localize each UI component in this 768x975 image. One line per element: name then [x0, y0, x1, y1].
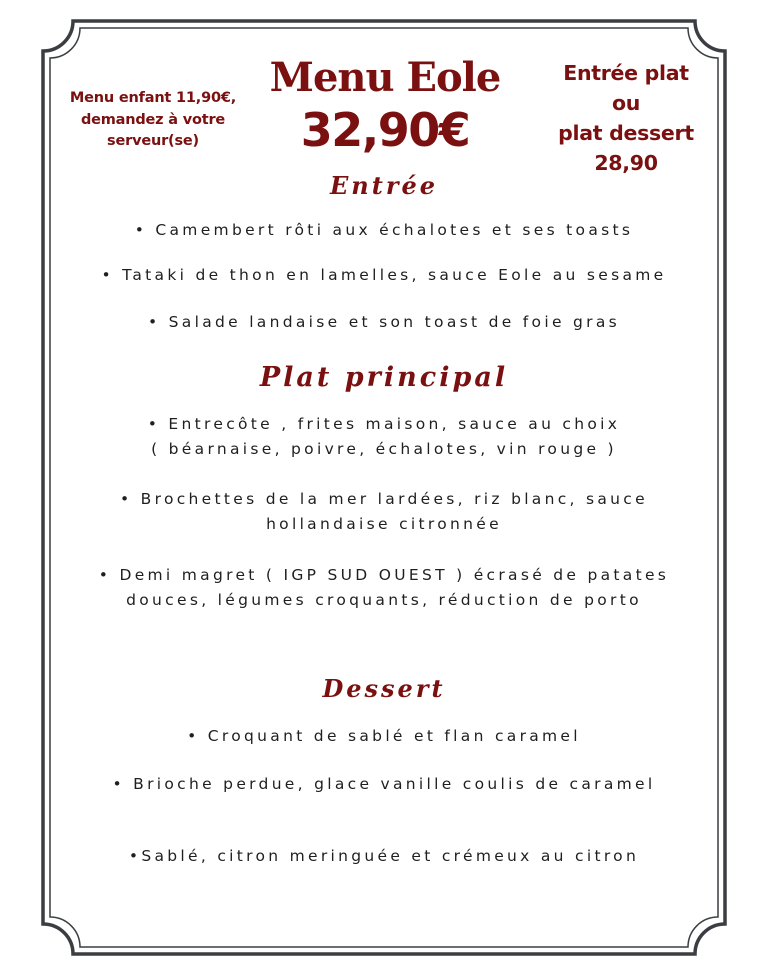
menu-item: • Croquant de sablé et flan caramel — [187, 727, 581, 745]
menu-item-line: • Brochettes de la mer lardées, riz blanc, sauce — [120, 490, 648, 508]
formula-line: Entrée plat — [563, 61, 689, 85]
formula-line: ou — [611, 91, 641, 115]
menu-item-line: • Entrecôte , frites maison, sauce au choix — [147, 415, 621, 433]
menu-item — [40, 487, 728, 537]
menu-item — [40, 412, 728, 462]
menu-item-line: douces, légumes croquants, réduction de porto — [126, 591, 642, 609]
menu-item-line: hollandaise citronnée — [266, 515, 502, 533]
section-title-entree: Entrée — [329, 171, 438, 200]
menu-item: • Brioche perdue, glace vanille coulis de caramel — [112, 775, 656, 793]
menu-item: • Tataki de thon en lamelles, sauce Eole au sesame — [101, 266, 667, 284]
formula-note — [538, 58, 714, 178]
menu-price: 32,90€ — [300, 103, 470, 157]
formula-price: 28,90 — [594, 151, 658, 175]
menu-item-line: • Demi magret ( IGP SUD OUEST ) écrasé de patates — [98, 566, 670, 584]
menu-title: Menu Eole — [269, 54, 501, 101]
menu-item: • Salade landaise et son toast de foie gras — [147, 313, 620, 331]
formula-line: plat dessert — [558, 121, 694, 145]
menu-item: •Sablé, citron meringuée et crémeux au citron — [128, 847, 640, 865]
menu-item: • Camembert rôti aux échalotes et ses toasts — [134, 221, 634, 239]
kids-menu-line: demandez à votre — [80, 111, 226, 128]
kids-menu-line: serveur(se) — [107, 133, 199, 149]
section-title-plat: Plat principal — [259, 362, 509, 393]
kids-menu-line: Menu enfant 11,90€, — [69, 90, 237, 106]
section-title-dessert: Dessert — [322, 674, 446, 703]
menu-item-line: ( béarnaise, poivre, échalotes, vin rouge ) — [151, 440, 617, 458]
kids-menu-note — [60, 88, 246, 153]
menu-item — [40, 563, 728, 613]
